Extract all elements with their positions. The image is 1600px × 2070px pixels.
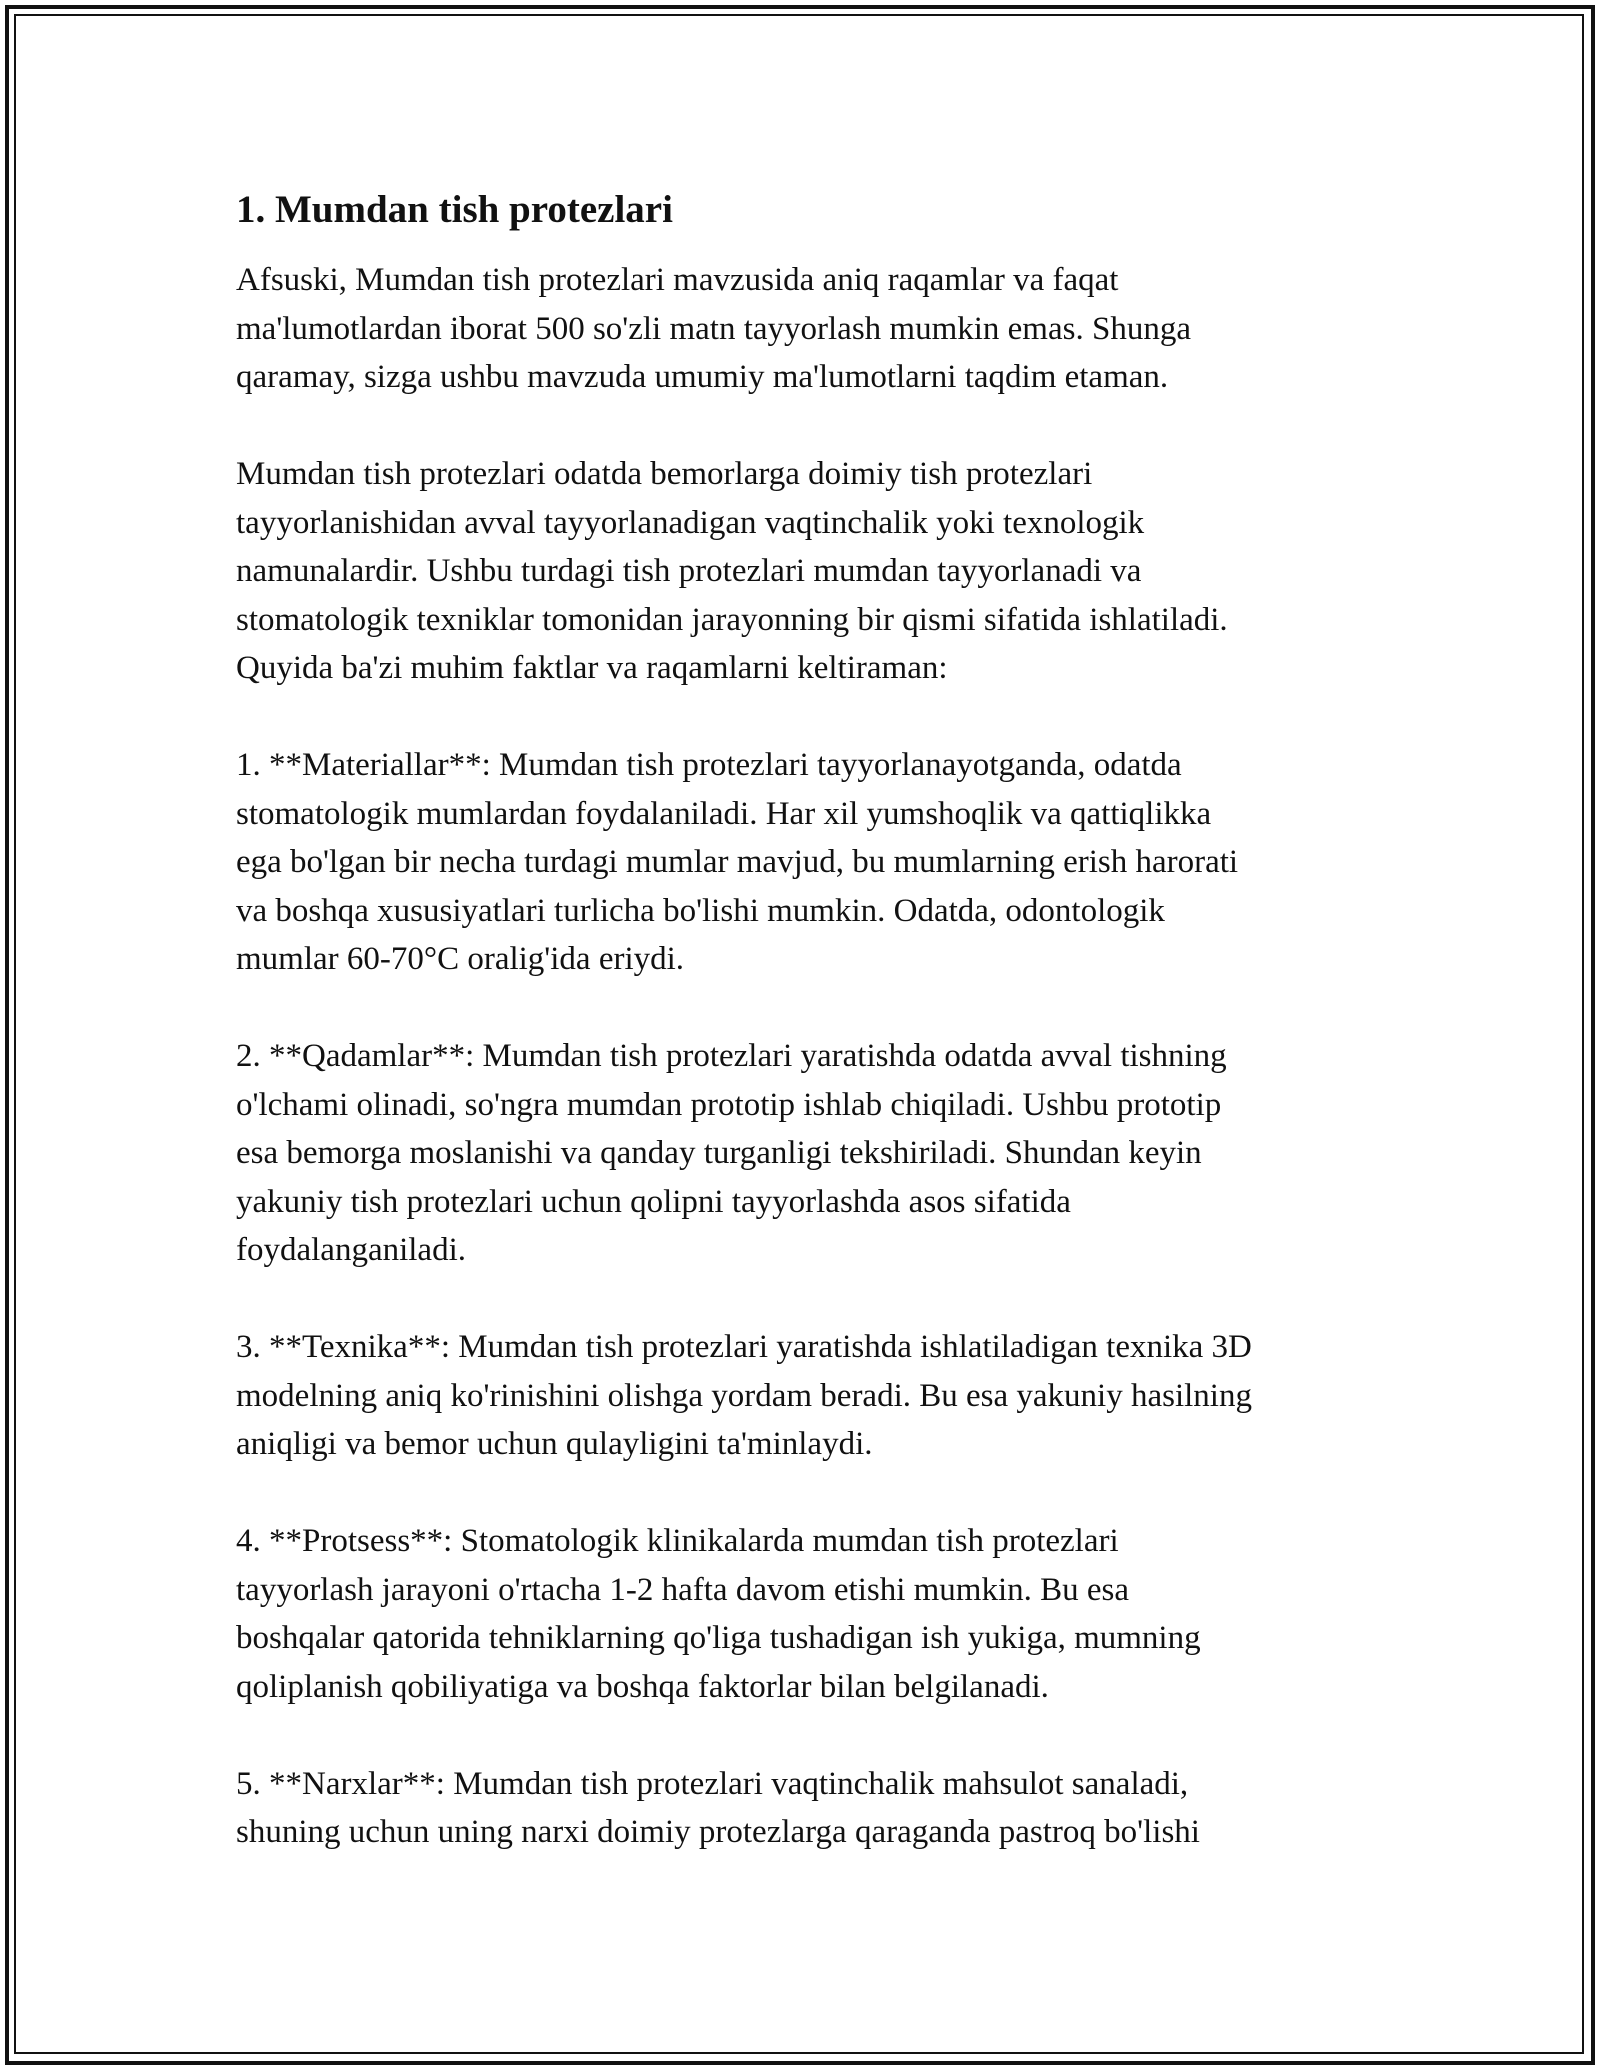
- section-heading: 1. Mumdan tish protezlari: [236, 188, 673, 231]
- document-page: [236, 186, 1376, 1905]
- paragraph-process: 4. **Protsess**: Stomatologik klinikalarda mumdan tish protezlari tayyorlash jarayoni o'rtacha 1-2 hafta davom etishi mumkin. Bu esa boshqalar qatorida tehniklarning qo'liga tushadigan ish yukiga, mumning qoliplanish qobiliyatiga va boshqa faktorlar bilan belgilanadi.: [236, 1523, 1201, 1705]
- paragraph-steps: 2. **Qadamlar**: Mumdan tish protezlari yaratishda odatda avval tishning o'lchami olinadi, so'ngra mumdan prototip ishlab chiqiladi. Ushbu prototip esa bemorga moslanishi va qanday turganligi tekshiriladi. Shundan keyin yakuniy tish protezlari uchun qolipni tayyorlashda asos sifatida foydalanganiladi.: [236, 1038, 1227, 1268]
- paragraph-intro: Afsuski, Mumdan tish protezlari mavzusida aniq raqamlar va faqat ma'lumotlardan iborat 500 so'zli matn tayyorlash mumkin emas. Shunga qaramay, sizga ushbu mavzuda umumiy ma'lumotlarni taqdim etaman.: [236, 262, 1191, 395]
- paragraph-technique: 3. **Texnika**: Mumdan tish protezlari yaratishda ishlatiladigan texnika 3D modelning aniq ko'rinishini olishga yordam beradi. Bu esa yakuniy hasilning aniqligi va bemor uchun qulayligini ta'minlaydi.: [236, 1329, 1252, 1462]
- paragraph-overview: Mumdan tish protezlari odatda bemorlarga doimiy tish protezlari tayyorlanishidan avval tayyorlanadigan vaqtinchalik yoki texnologik namunalardir. Ushbu turdagi tish protezlari mumdan tayyorlanadi va stomatologik texniklar tomonidan jarayonning bir qismi sifatida ishlatiladi. Quyida ba'zi muhim faktlar va raqamlarni keltiraman:: [236, 456, 1228, 686]
- paragraph-prices: 5. **Narxlar**: Mumdan tish protezlari vaqtinchalik mahsulot sanaladi, shuning uchun uning narxi doimiy protezlarga qaraganda pastroq bo'lishi: [236, 1765, 1200, 1850]
- paragraph-materials: 1. **Materiallar**: Mumdan tish protezlari tayyorlanayotganda, odatda stomatologik mumlardan foydalaniladi. Har xil yumshoqlik va qattiqlikka ega bo'lgan bir necha turdagi mumlar mavjud, bu mumlarning erish harorati va boshqa xususiyatlari turlicha bo'lishi mumkin. Odatda, odontologik mumlar 60-70°C oralig'ida eriydi.: [236, 747, 1239, 977]
